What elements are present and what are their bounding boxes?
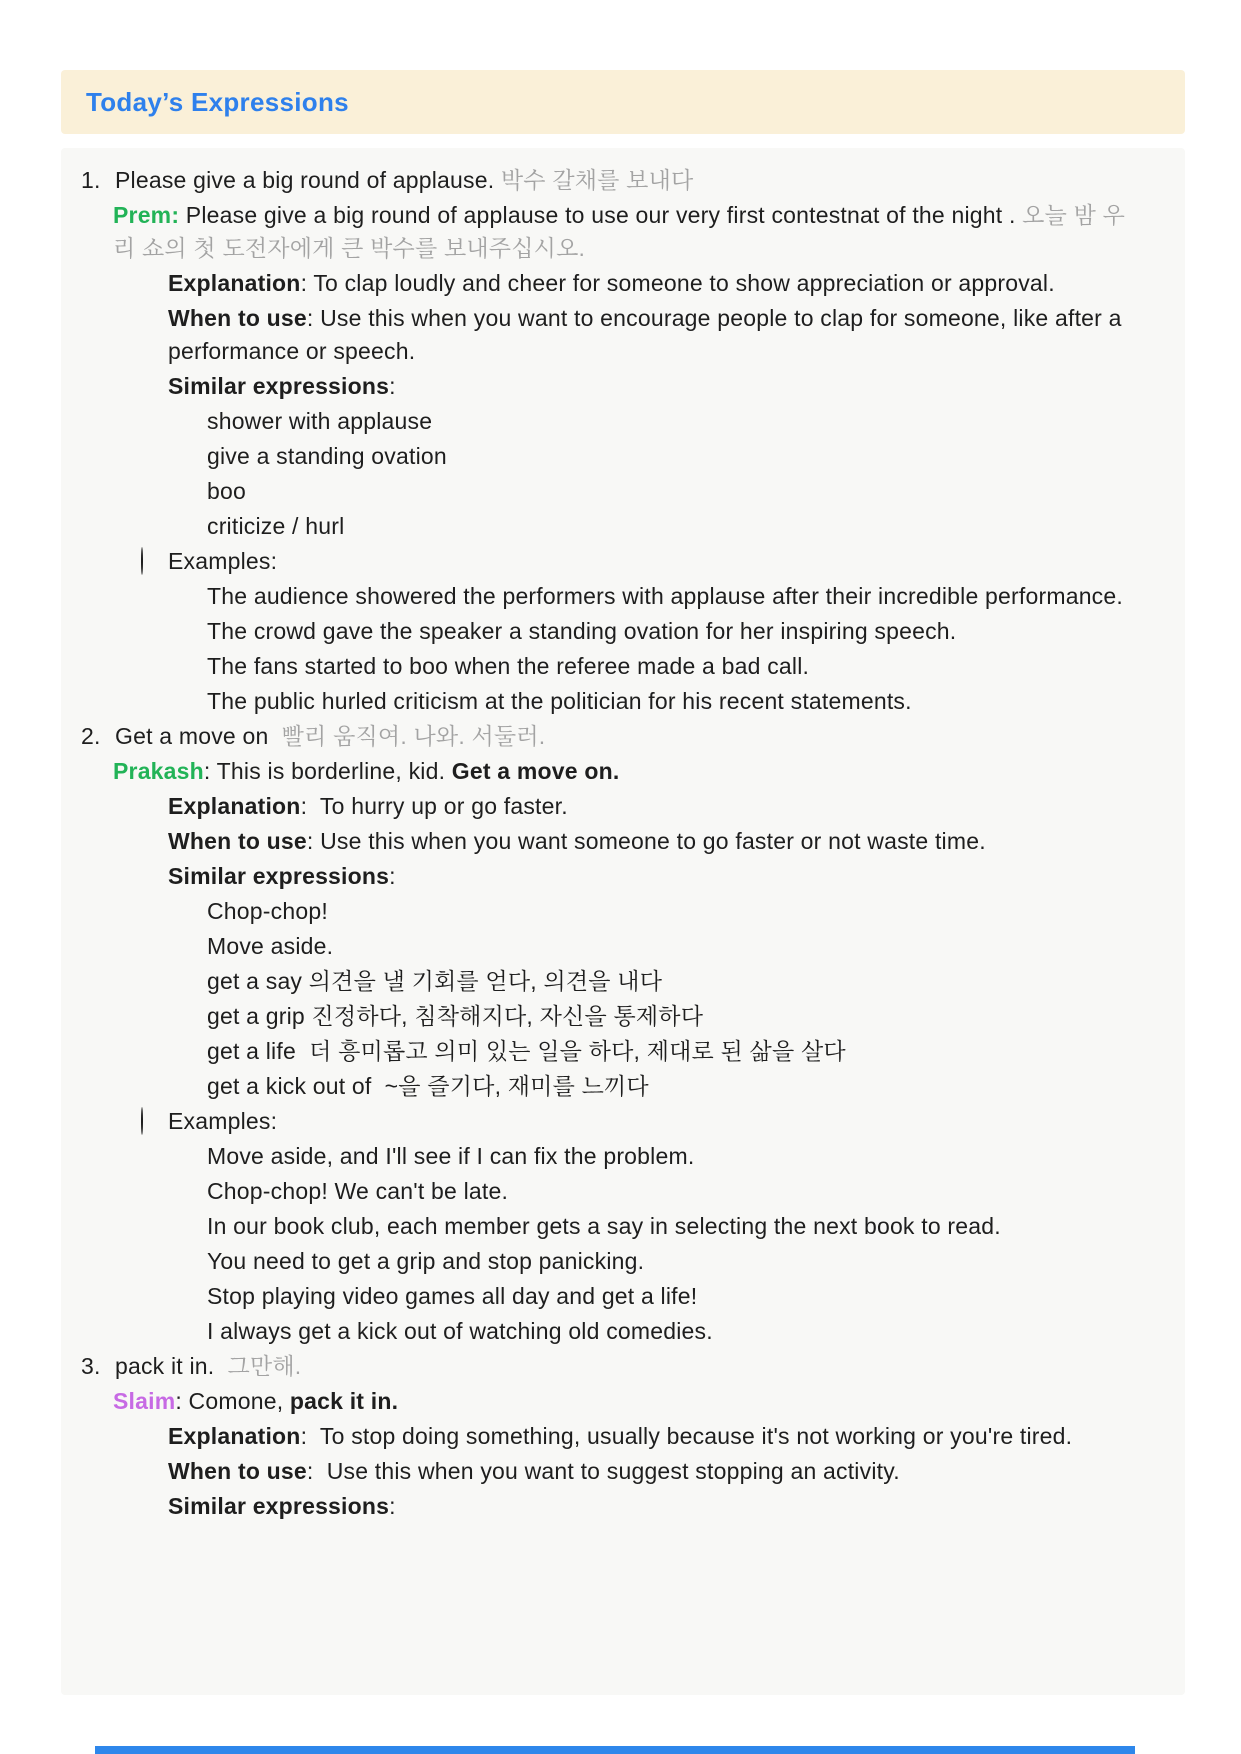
text-segment: In our book club, each member gets a say in selecting the next book to read. [207,1213,1001,1239]
text-segment: get a say 의견을 낼 기회를 얻다, 의견을 내다 [207,968,663,994]
content-card [61,148,1185,1695]
bullet-row [79,1490,1147,1523]
text-segment: shower with applause [207,408,433,434]
text-segment: Similar expressions [168,1493,390,1519]
sub-bullet-row [79,1175,1147,1208]
sub-bullet-text [207,930,1147,963]
speaker-text [113,755,1147,788]
sub-bullet-row [79,930,1147,963]
text-segment: The public hurled criticism at the politician for his recent statements. [207,688,912,714]
sub-bullet-text [207,1280,1147,1313]
text-segment: : [389,863,396,889]
bullet-text [168,1455,1147,1488]
text-segment: Prakash [113,758,204,784]
sub-bullet-text [207,1140,1147,1173]
square-bullet-marker [176,965,207,998]
sub-bullet-row [79,615,1147,648]
sub-bullet-row [79,440,1147,473]
bullet-text [168,790,1147,823]
text-segment: get a kick out of ~을 즐기다, 재미를 느끼다 [207,1073,649,1099]
bullet-row [79,545,1147,578]
text-segment: : To stop doing something, usually because it's not working or you're tired. [300,1423,1073,1449]
square-bullet-marker [176,650,207,683]
sub-bullet-row [79,650,1147,683]
speaker-text [113,1385,1147,1418]
text-segment: Move aside. [207,933,334,959]
text-segment: Stop playing video games all day and get a life! [207,1283,698,1309]
text-segment: give a standing ovation [207,443,447,469]
bullet-text [168,825,1147,858]
sub-bullet-text [207,510,1147,543]
sub-bullet-text [207,580,1147,613]
disc-bullet-marker [137,1490,168,1523]
text-segment: I always get a kick out of watching old comedies. [207,1318,713,1344]
expressions-list [79,164,1147,1523]
bullet-text [168,1420,1147,1453]
expression-item-title [79,1350,1147,1383]
text-segment: When to use [168,828,307,854]
text-segment: Prem: [113,202,180,228]
text-segment: boo [207,478,246,504]
bullet-text [168,1490,1147,1523]
sub-bullet-row [79,510,1147,543]
bullet-text [168,1105,1147,1138]
disc-bullet-marker [137,302,168,368]
sub-bullet-text [207,475,1147,508]
square-bullet-marker [176,1315,207,1348]
text-segment: : To hurry up or go faster. [300,793,568,819]
item-number: 1. [81,167,101,193]
sub-bullet-row [79,1315,1147,1348]
square-bullet-marker [176,475,207,508]
square-bullet-marker [176,930,207,963]
bullet-row [79,790,1147,823]
sub-bullet-row [79,405,1147,438]
text-segment: The fans started to boo when the referee made a bad call. [207,653,810,679]
text-segment: Slaim [113,1388,176,1414]
circle-bullet-icon [141,547,143,575]
sub-bullet-row [79,685,1147,718]
text-segment: get a life 더 흥미롭고 의미 있는 일을 하다, 제대로 된 삶을 살다 [207,1038,846,1064]
text-segment: : This is borderline, kid. [203,758,452,784]
bullet-row [79,860,1147,893]
sub-bullet-row [79,1140,1147,1173]
sub-bullet-row [79,580,1147,613]
sub-bullet-row [79,1245,1147,1278]
bullet-row [79,1105,1147,1138]
square-bullet-marker [176,1280,207,1313]
expression-item-title [79,164,1147,197]
text-segment: pack it in. [289,1388,399,1414]
circle-bullet-icon [141,1107,143,1135]
text-segment: Please give a big round of applause. [115,167,501,193]
text-segment: : Use this when you want to encourage people to clap for someone, like after a performance or speech. [168,305,1129,364]
text-segment: Explanation [168,793,301,819]
disc-bullet-marker [137,825,168,858]
sub-bullet-text [207,1245,1147,1278]
text-segment: Explanation [168,1423,301,1449]
sub-bullet-row [79,1070,1147,1103]
sub-bullet-text [207,1210,1147,1243]
sub-bullet-row [79,475,1147,508]
square-bullet-marker [176,685,207,718]
bullet-text [168,302,1147,368]
text-segment: : Use this when you want to suggest stopping an activity. [306,1458,900,1484]
bullet-row [79,267,1147,300]
disc-bullet-marker [137,860,168,893]
disc-bullet-marker [137,1455,168,1488]
text-segment: The audience showered the performers with applause after their incredible performance. [207,583,1123,609]
text-segment: Please give a big round of applause to use our very first contestnat of the night . [179,202,1023,228]
next-block-top-edge [95,1746,1135,1754]
sub-bullet-text [207,1035,1147,1068]
square-bullet-marker [176,510,207,543]
square-bullet-marker [176,440,207,473]
bullet-row [79,1455,1147,1488]
sub-bullet-row [79,1280,1147,1313]
square-bullet-marker [176,1035,207,1068]
item-number: 3. [81,1353,101,1379]
square-bullet-marker [176,615,207,648]
disc-bullet-marker [137,370,168,403]
text-segment: get a grip 진정하다, 침착해지다, 자신을 통제하다 [207,1003,704,1029]
disc-bullet-marker [137,790,168,823]
text-segment: Get a move on. [451,758,620,784]
square-bullet-marker [176,405,207,438]
text-segment: 박수 갈채를 보내다 [500,167,694,193]
speaker-text [113,199,1147,265]
square-bullet-marker [176,580,207,613]
bullet-row [79,1420,1147,1453]
item-number: 2. [81,723,101,749]
text-segment: : Use this when you want someone to go faster or not waste time. [306,828,986,854]
speaker-line [79,1385,1147,1418]
sub-bullet-row [79,1035,1147,1068]
sub-bullet-row [79,1000,1147,1033]
bullet-text [168,545,1147,578]
sub-bullet-text [207,615,1147,648]
text-segment: Get a move on [115,723,282,749]
sub-bullet-text [207,1000,1147,1033]
speaker-line [79,755,1147,788]
square-bullet-marker [176,1245,207,1278]
sub-bullet-text [207,1070,1147,1103]
sub-bullet-text [207,405,1147,438]
text-segment: When to use [168,305,307,331]
text-segment: Similar expressions [168,373,390,399]
sub-bullet-text [207,1315,1147,1348]
square-bullet-marker [176,1210,207,1243]
sub-bullet-text [207,685,1147,718]
sub-bullet-text [207,965,1147,998]
text-segment: : [389,373,396,399]
sub-bullet-row [79,1210,1147,1243]
title-banner [61,70,1185,134]
text-segment: Examples: [168,1108,278,1134]
square-bullet-marker [176,1000,207,1033]
bullet-row [79,825,1147,858]
text-segment: : [389,1493,396,1519]
text-segment: Examples: [168,548,278,574]
sub-bullet-row [79,965,1147,998]
text-segment: Chop-chop! [207,898,328,924]
item-title-text [115,720,1147,753]
expression-item-title [79,720,1147,753]
sub-bullet-text [207,895,1147,928]
square-bullet-marker [176,1175,207,1208]
square-bullet-marker [176,1140,207,1173]
bullet-text [168,370,1147,403]
disc-bullet-marker [137,267,168,300]
text-segment: Move aside, and I'll see if I can fix the problem. [207,1143,695,1169]
circle-bullet-marker [137,545,168,578]
sub-bullet-text [207,440,1147,473]
disc-bullet-marker [137,1420,168,1453]
bullet-row [79,302,1147,368]
item-title-text [115,164,1147,197]
text-segment: When to use [168,1458,307,1484]
text-segment: 오늘 밤 우리 쇼의 첫 도전자에게 큰 박수를 보내주십시오. [113,202,1126,261]
square-bullet-marker [176,1070,207,1103]
bullet-row [79,370,1147,403]
text-segment: : Comone, [175,1388,290,1414]
text-segment: Similar expressions [168,863,390,889]
text-segment: pack it in. [115,1353,228,1379]
item-title-text [115,1350,1147,1383]
text-segment: 빨리 움직여. 나와. 서둘러. [281,723,546,749]
bullet-text [168,267,1147,300]
text-segment: Explanation [168,270,301,296]
text-segment: : To clap loudly and cheer for someone to show appreciation or approval. [300,270,1055,296]
square-bullet-marker [176,895,207,928]
text-segment: The crowd gave the speaker a standing ovation for her inspiring speech. [207,618,957,644]
sub-bullet-text [207,1175,1147,1208]
text-segment: criticize / hurl [207,513,345,539]
speaker-line [79,199,1147,265]
page-title: Today’s Expressions [86,86,349,117]
circle-bullet-marker [137,1105,168,1138]
sub-bullet-row [79,895,1147,928]
text-segment: You need to get a grip and stop panicking. [207,1248,645,1274]
text-segment: 그만해. [227,1353,302,1379]
text-segment: Chop-chop! We can't be late. [207,1178,509,1204]
bullet-text [168,860,1147,893]
sub-bullet-text [207,650,1147,683]
